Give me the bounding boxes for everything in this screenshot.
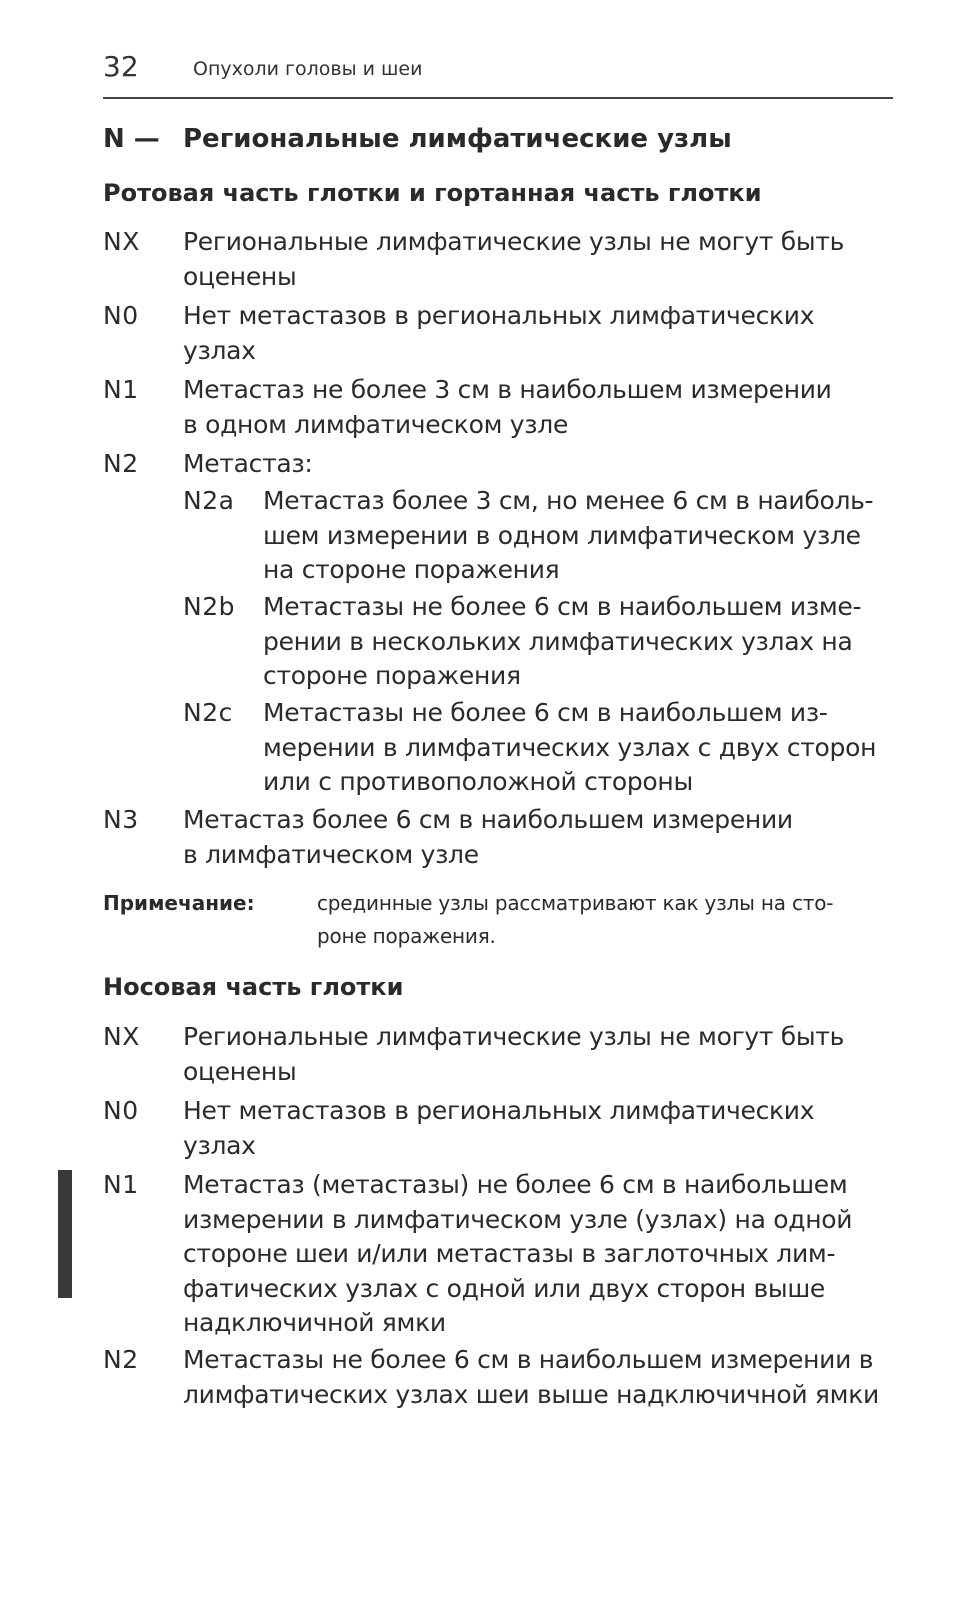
n-code: N0	[103, 301, 139, 330]
description-line: на стороне поражения	[263, 555, 560, 584]
description-line: Метастаз более 6 см в наибольшем измерении	[183, 805, 793, 834]
page-header	[103, 50, 893, 90]
description-line: оценены	[183, 1056, 297, 1086]
description-line: в одном лимфатическом узле	[183, 409, 569, 439]
note-text	[317, 887, 893, 953]
n-code: N1	[103, 1170, 139, 1199]
description-line: Метастаз не более 3 см в наибольшем измерении	[183, 375, 832, 404]
n-code: N2	[103, 1345, 139, 1374]
description-line: Метастазы не более 6 см в наибольшем изме-	[263, 592, 862, 621]
n-description	[183, 299, 893, 368]
description-line: мерении в лимфатических узлах с двух сторон	[263, 732, 877, 762]
page-number: 32	[103, 50, 139, 83]
n-description	[263, 590, 893, 694]
description-line: надключичной ямки	[183, 1308, 446, 1337]
note-line: срединные узлы рассматривают как узлы на сто-	[317, 891, 834, 915]
description-line: Метастаз более 3 см, но менее 6 см в наиболь-	[263, 486, 874, 515]
n-description	[183, 1168, 893, 1341]
n-code: NX	[103, 227, 140, 256]
header-divider	[103, 97, 893, 99]
description-line: Метастаз:	[183, 449, 313, 478]
oropharynx-heading: Ротовая часть глотки и гортанная часть глотки	[103, 179, 762, 207]
n-code: N3	[103, 805, 139, 834]
description-line: в лимфатическом узле	[183, 839, 479, 869]
nasopharynx-heading: Носовая часть глотки	[103, 973, 404, 1001]
description-line: узлах	[183, 1130, 256, 1160]
n-description	[183, 1343, 893, 1412]
description-line: Региональные лимфатические узлы не могут быть	[183, 227, 845, 256]
n-subcode: N2c	[183, 698, 233, 727]
description-line: Региональные лимфатические узлы не могут быть	[183, 1022, 845, 1051]
description-line: Нет метастазов в региональных лимфатических	[183, 301, 815, 330]
description-line: стороне поражения	[263, 661, 521, 690]
description-line: фатических узлах с одной или двух сторон выше	[183, 1273, 825, 1303]
n-code: N2	[103, 449, 139, 478]
n-code: N0	[103, 1096, 139, 1125]
description-line: оценены	[183, 261, 297, 291]
description-line: Метастаз (метастазы) не более 6 см в наибольшем	[183, 1170, 848, 1199]
n-description	[263, 696, 893, 800]
n-description	[263, 484, 893, 588]
description-line: Метастазы не более 6 см в наибольшем измерении в	[183, 1345, 874, 1374]
n-description	[183, 803, 893, 872]
margin-marker-bar	[58, 1170, 72, 1298]
n-description	[183, 1020, 893, 1089]
n-description	[183, 225, 893, 294]
description-line: измерении в лимфатическом узле (узлах) на одной	[183, 1204, 853, 1234]
n-subcode: N2b	[183, 592, 235, 621]
n-description	[183, 1094, 893, 1163]
description-line: лимфатических узлах шеи выше надключичной ямки	[183, 1379, 879, 1409]
n-description	[183, 447, 893, 482]
note-label: Примечание:	[103, 891, 255, 915]
section-title-text: Региональные лимфатические узлы	[183, 124, 732, 154]
description-line: шем измерении в одном лимфатическом узле	[263, 520, 861, 550]
description-line: рении в нескольких лимфатических узлах на	[263, 626, 853, 656]
section-title	[103, 120, 893, 158]
description-line: стороне шеи и/или метастазы в заглоточных лим-	[183, 1239, 836, 1268]
description-line: узлах	[183, 335, 256, 365]
running-title: Опухоли головы и шеи	[193, 58, 423, 80]
n-code: N1	[103, 375, 139, 404]
description-line: или с противоположной стороны	[263, 767, 693, 796]
n-code: NX	[103, 1022, 140, 1051]
description-line: Нет метастазов в региональных лимфатических	[183, 1096, 815, 1125]
n-description	[183, 373, 893, 442]
n-subcode: N2a	[183, 486, 235, 515]
section-code: N —	[103, 124, 160, 154]
note-line: роне поражения.	[317, 924, 496, 948]
description-line: Метастазы не более 6 см в наибольшем из-	[263, 698, 828, 727]
